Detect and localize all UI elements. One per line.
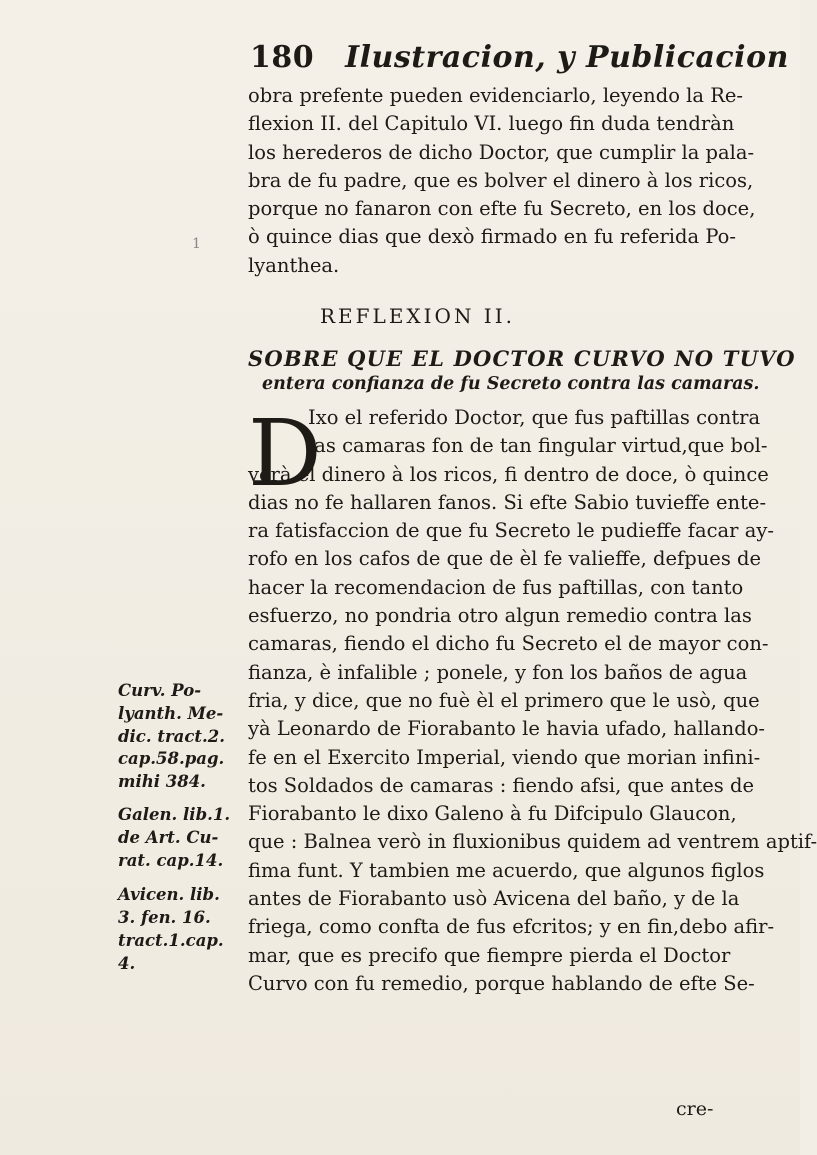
drop-cap: D: [248, 400, 322, 507]
text-line: ò quince dias que dexò firmado en fu referida Po-: [248, 225, 737, 249]
text-line: verà el dinero à los ricos, fi dentro de doce, ò quince: [248, 462, 769, 486]
text-line: fima funt. Y tambien me acuerdo, que algunos figlos: [248, 858, 765, 882]
text-line: friega, como confta de fus efcritos; y en fin,debo afir-: [248, 915, 775, 939]
text-line: las camaras fon de tan fingular virtud,que bol-: [308, 434, 768, 458]
text-line: rofo en los cafos de que de èl fe valieffe, defpues de: [248, 547, 762, 571]
section-subtitle: SOBRE QUE EL DOCTOR CURVO NO TUVO: [248, 346, 796, 371]
margin-note-line: lyanth. Me-: [118, 703, 224, 723]
text-line: Fiorabanto le dixo Galeno à fu Difcipulo Glaucon,: [248, 802, 737, 826]
margin-note-line: Galen. lib.1.: [118, 804, 231, 824]
margin-notes: [118, 680, 231, 976]
margin-note-line: tract.1.cap.: [118, 930, 224, 950]
text-line: dias no fe hallaren fanos. Si efte Sabio tuvieffe ente-: [248, 490, 767, 514]
section-heading: REFLEXION II.: [320, 304, 515, 328]
margin-note-line: mihi 384.: [118, 772, 206, 792]
running-header: [250, 40, 789, 75]
text-line: flexion II. del Capitulo VI. luego fin duda tendràn: [248, 112, 735, 136]
text-line: bra de fu padre, que es bolver el dinero à los ricos,: [248, 168, 754, 192]
section-subtitle-continued: entera confianza de fu Secreto contra las camaras.: [262, 374, 760, 394]
text-line: esfuerzo, no pondria otro algun remedio contra las: [248, 604, 752, 628]
catchword: cre-: [676, 1098, 714, 1120]
margin-mark: 1: [192, 236, 201, 252]
margin-note-line: de Art. Cu-: [118, 827, 219, 847]
text-line: fe en el Exercito Imperial, viendo que morian infini-: [248, 745, 761, 769]
text-line: que : Balnea verò in fluxionibus quidem ad ventrem aptif-: [248, 830, 817, 854]
margin-note-line: 3. fen. 16.: [118, 908, 211, 928]
text-line: lyanthea.: [248, 253, 340, 277]
text-line: fianza, è infalible ; ponele, y fon los baños de agua: [248, 660, 748, 684]
text-line: hacer la recomendacion de fus paftillas, con tanto: [248, 575, 744, 599]
margin-note-line: Curv. Po-: [118, 681, 202, 700]
page-number: 180: [250, 40, 315, 75]
margin-note-line: Avicen. lib.: [118, 885, 220, 905]
margin-note-line: dic. tract.2.: [118, 726, 225, 746]
main-paragraph: [248, 400, 817, 998]
margin-note-line: rat. cap.14.: [118, 850, 224, 870]
text-line: yà Leonardo de Fiorabanto le havia ufado, hallando-: [248, 717, 766, 741]
text-line: antes de Fiorabanto usò Avicena del baño, y de la: [248, 887, 740, 911]
text-line: fria, y dice, que no fuè èl el primero que le usò, que: [248, 688, 760, 712]
text-line: camaras, fiendo el dicho fu Secreto el de mayor con-: [248, 632, 769, 656]
margin-note-line: 4.: [118, 953, 136, 973]
margin-note-line: cap.58.pag.: [118, 749, 225, 769]
running-title: Ilustracion, y Publicacion: [345, 40, 789, 75]
text-line: Curvo con fu remedio, porque hablando de efte Se-: [248, 971, 755, 995]
text-line: tos Soldados de camaras : fiendo afsi, que antes de: [248, 773, 755, 797]
text-line: Ixo el referido Doctor, que fus paftillas contra: [308, 406, 761, 429]
text-line: los herederos de dicho Doctor, que cumplir la pala-: [248, 140, 755, 164]
text-line: mar, que es precifo que fiempre pierda el Doctor: [248, 943, 731, 967]
text-line: ra fatisfaccion de que fu Secreto le pudieffe facar ay-: [248, 519, 774, 543]
text-line: porque no fanaron con efte fu Secreto, en los doce,: [248, 197, 756, 221]
text-line: obra prefente pueden evidenciarlo, leyendo la Re-: [248, 84, 744, 107]
top-paragraph: [248, 82, 756, 280]
